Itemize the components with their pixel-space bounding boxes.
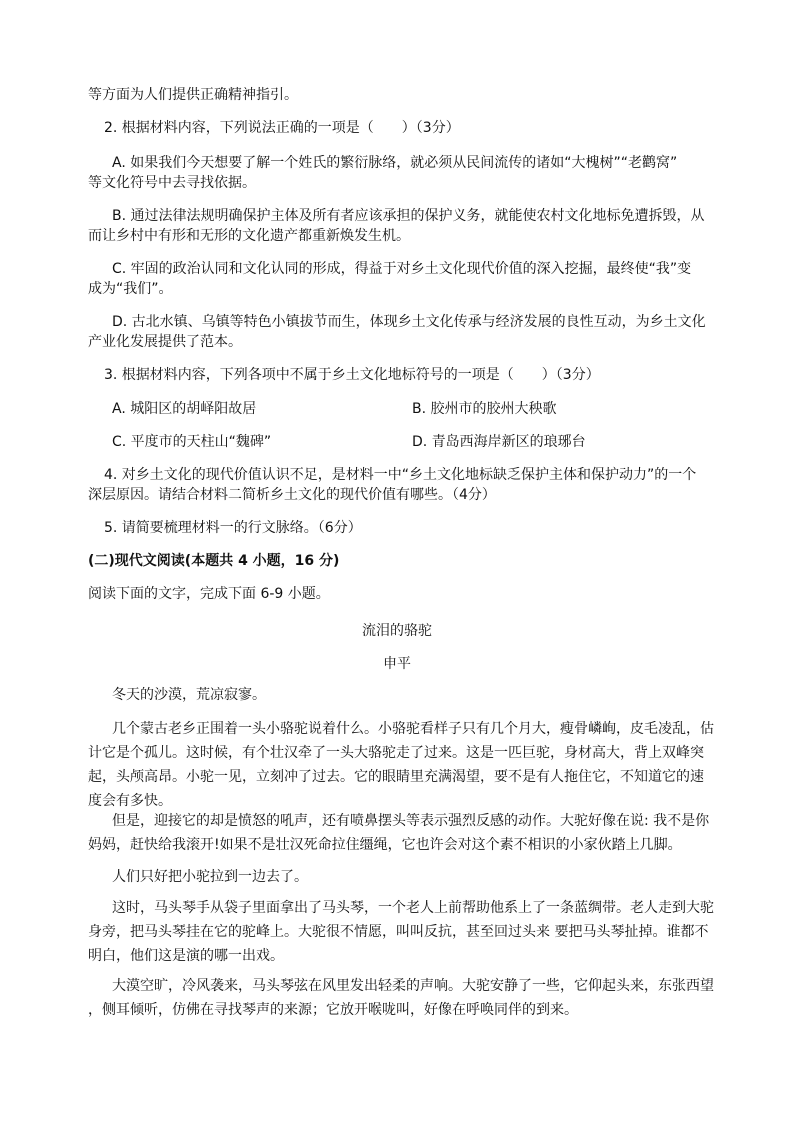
reading-instruction: 阅读下面的文字，完成下面 6-9 小题。 (88, 586, 330, 602)
q3-option-d: D. 青岛西海岸新区的琅琊台 (412, 434, 586, 450)
story-paragraph-5-line3: 明白，他们这是演的哪一出戏。 (88, 948, 284, 964)
section-heading-modern-reading: (二)现代文阅读(本题共 4 小题，16 分) (88, 553, 340, 569)
q2-option-d-line1: D. 古北水镇、乌镇等特色小镇拔节而生，体现乡土文化传承与经济发展的良性互动，为乡土文化 (112, 314, 706, 330)
q2-option-a-line2: 等文化符号中去寻找依据。 (88, 175, 256, 191)
story-paragraph-1: 冬天的沙漠，荒凉寂寥。 (112, 687, 266, 703)
story-paragraph-4: 人们只好把小驼拉到一边去了。 (112, 869, 308, 885)
story-paragraph-2-line2: 计它是个孤儿。这时候，有个壮汉牵了一头大骆驼走了过来。这是一匹巨驼，身材高大，背上双峰突 (88, 745, 704, 761)
q4-line2: 深层原因。请结合材料二简析乡土文化的现代价值有哪些。（4分） (88, 487, 496, 503)
story-paragraph-2-line3: 起，头颅高昂。小驼一见，立刻冲了过去。它的眼睛里充满渴望，要不是有人拖住它，不知道它的速 (88, 769, 704, 785)
story-paragraph-5-line2: 身旁，把马头琴挂在它的驼峰上。大驼很不情愿，叫叫反抗，甚至回过头来 要把马头琴扯掉。谁都不 (88, 924, 709, 940)
intro-tail-line: 等方面为人们提供正确精神指引。 (88, 87, 298, 103)
q2-option-b-line2: 而让乡村中有形和无形的文化遗产都重新焕发生机。 (88, 228, 410, 244)
story-paragraph-3-line2: 妈妈，赶快给我滚开!如果不是壮汉死命拉住缰绳，它也许会对这个素不相识的小家伙踏上几脚。 (88, 837, 682, 853)
q3-option-a: A. 城阳区的胡峄阳故居 (112, 401, 257, 417)
story-paragraph-2-line4: 度会有多快。 (88, 793, 172, 809)
story-paragraph-6-line1: 大漠空旷，冷风袭来，马头琴弦在风里发出轻柔的声响。大驼安静了一些，它仰起头来，东张西望 (112, 978, 714, 994)
story-paragraph-3-line1: 但是，迎接它的却是愤怒的吼声，还有喷鼻摆头等表示强烈反感的动作。大驼好像在说: 我不是你 (112, 813, 710, 829)
q5-stem: 5. 请简要梳理材料一的行文脉络。（6分） (104, 520, 362, 536)
q4-line1: 4. 对乡土文化的现代价值认识不足，是材料一中“乡土文化地标缺乏保护主体和保护动力”的一个 (104, 467, 697, 483)
q3-option-b: B. 胶州市的胶州大秧歌 (412, 401, 557, 417)
q2-option-b-line1: B. 通过法律法规明确保护主体及所有者应该承担的保护义务，就能使农村文化地标免遭拆毁，从 (112, 208, 705, 224)
story-paragraph-2-line1: 几个蒙古老乡正围着一头小骆驼说着什么。小骆驼看样子只有几个月大，瘦骨嶙峋，皮毛凌乱，估 (112, 721, 714, 737)
story-paragraph-6-line2: ，侧耳倾听，仿佛在寻找琴声的来源；它放开喉咙叫，好像在呼唤同伴的到来。 (88, 1002, 578, 1018)
story-paragraph-5-line1: 这时，马头琴手从袋子里面拿出了马头琴，一个老人上前帮助他系上了一条蓝绸带。老人走到大驼 (112, 900, 714, 916)
q3-stem: 3. 根据材料内容，下列各项中不属于乡土文化地标符号的一项是（ ）（3分） (104, 367, 600, 383)
q2-stem: 2. 根据材料内容，下列说法正确的一项是（ ）（3分） (104, 120, 460, 136)
q2-option-c-line2: 成为“我们”。 (88, 281, 173, 297)
q2-option-d-line2: 产业化发展提供了范本。 (88, 334, 242, 350)
story-title: 流泪的骆驼 (362, 623, 432, 639)
q2-option-c-line1: C. 牢固的政治认同和文化认同的形成，得益于对乡土文化现代价值的深入挖掘，最终使“我”变 (112, 261, 692, 277)
q2-option-a-line1: A. 如果我们今天想要了解一个姓氏的繁衍脉络，就必须从民间流传的诸如“大槐树”“老鹳窝” (112, 155, 678, 171)
q3-option-c: C. 平度市的天柱山“魏碑” (112, 434, 272, 450)
story-author: 申平 (383, 656, 411, 672)
